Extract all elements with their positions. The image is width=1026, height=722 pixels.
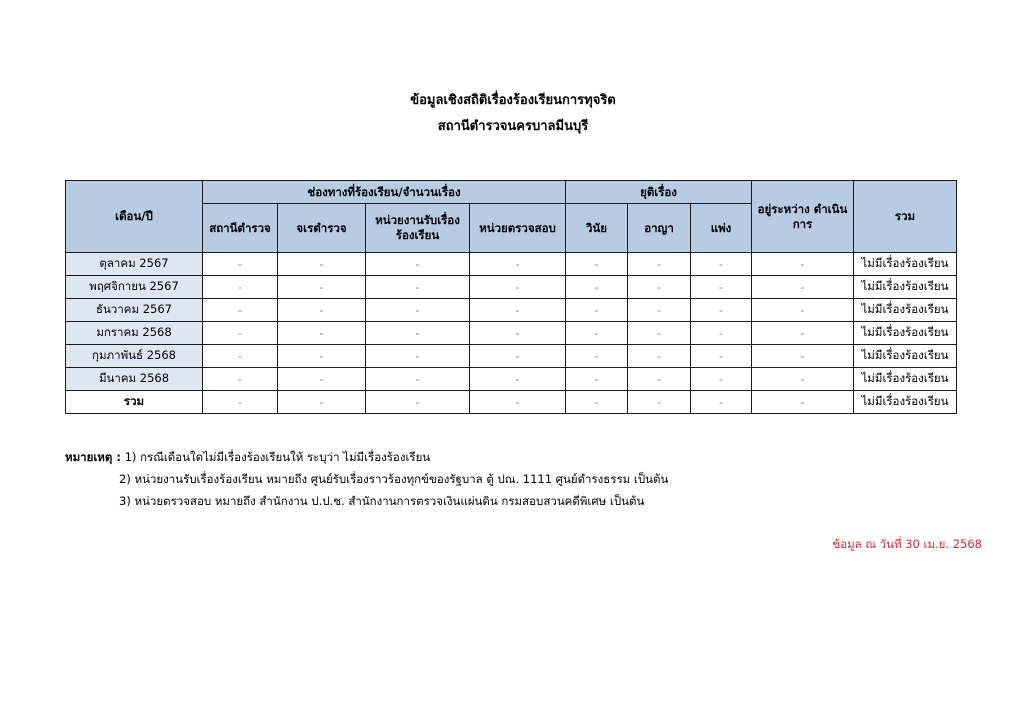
value-cell: -: [366, 368, 470, 391]
header-resolved-civil: แพ่ง: [691, 204, 752, 253]
total-value-cell: -: [278, 391, 366, 414]
value-cell: -: [278, 276, 366, 299]
value-cell: -: [566, 276, 628, 299]
header-channel-audit-unit: หน่วยตรวจสอบ: [470, 204, 566, 253]
value-cell: -: [278, 368, 366, 391]
value-cell: -: [566, 368, 628, 391]
header-channel-complaint-agency: หน่วยงานรับเรื่อง ร้องเรียน: [366, 204, 470, 253]
table-row: [66, 253, 957, 276]
status-cell: ไม่มีเรื่องร้องเรียน: [854, 253, 957, 276]
value-cell: -: [278, 299, 366, 322]
month-cell: ธันวาคม 2567: [66, 299, 203, 322]
value-cell: -: [470, 299, 566, 322]
value-cell: -: [691, 368, 752, 391]
header-in-progress: อยู่ระหว่าง ดำเนินการ: [752, 181, 854, 253]
status-cell: ไม่มีเรื่องร้องเรียน: [854, 345, 957, 368]
table-row: [66, 276, 957, 299]
status-cell: ไม่มีเรื่องร้องเรียน: [854, 299, 957, 322]
total-value-cell: -: [203, 391, 278, 414]
value-cell: -: [752, 322, 854, 345]
status-cell: ไม่มีเรื่องร้องเรียน: [854, 368, 957, 391]
month-cell: กุมภาพันธ์ 2568: [66, 345, 203, 368]
total-label-cell: รวม: [66, 391, 203, 414]
value-cell: -: [691, 299, 752, 322]
value-cell: -: [628, 299, 691, 322]
total-value-cell: -: [628, 391, 691, 414]
value-cell: -: [203, 299, 278, 322]
header-total: รวม: [854, 181, 957, 253]
value-cell: -: [752, 368, 854, 391]
header-resolved-criminal: อาญา: [628, 204, 691, 253]
value-cell: -: [752, 276, 854, 299]
value-cell: -: [366, 299, 470, 322]
value-cell: -: [628, 368, 691, 391]
month-cell: มีนาคม 2568: [66, 368, 203, 391]
value-cell: -: [566, 322, 628, 345]
total-value-cell: -: [470, 391, 566, 414]
value-cell: -: [566, 345, 628, 368]
header-month: เดือน/ปี: [66, 181, 203, 253]
value-cell: -: [628, 322, 691, 345]
note-item: [65, 446, 668, 468]
table-row: [66, 368, 957, 391]
value-cell: -: [752, 299, 854, 322]
table-row: [66, 322, 957, 345]
value-cell: -: [470, 368, 566, 391]
value-cell: -: [470, 276, 566, 299]
total-row: [66, 391, 957, 414]
note-item: [65, 468, 668, 490]
document-title: ข้อมูลเชิงสถิติเรื่องร้องเรียนการทุจริต: [410, 93, 616, 108]
value-cell: -: [203, 368, 278, 391]
header-channel-inspector: จเรตำรวจ: [278, 204, 366, 253]
total-status-cell: ไม่มีเรื่องร้องเรียน: [854, 391, 957, 414]
note-text: 3) หน่วยตรวจสอบ หมายถึง สำนักงาน ป.ป.ช. สำนักงานการตรวจเงินแผ่นดิน กรมสอบสวนคดีพิเศษ เป็นต้น: [119, 494, 645, 508]
notes-section: [65, 446, 668, 512]
value-cell: -: [203, 253, 278, 276]
month-cell: มกราคม 2568: [66, 322, 203, 345]
total-value-cell: -: [366, 391, 470, 414]
value-cell: -: [628, 276, 691, 299]
total-value-cell: -: [752, 391, 854, 414]
note-item: [65, 490, 668, 512]
value-cell: -: [628, 345, 691, 368]
value-cell: -: [566, 253, 628, 276]
total-value-cell: -: [566, 391, 628, 414]
month-cell: พฤศจิกายน 2567: [66, 276, 203, 299]
value-cell: -: [203, 276, 278, 299]
value-cell: -: [366, 253, 470, 276]
value-cell: -: [203, 322, 278, 345]
value-cell: -: [470, 322, 566, 345]
total-value-cell: -: [691, 391, 752, 414]
value-cell: -: [366, 276, 470, 299]
value-cell: -: [366, 322, 470, 345]
header-row-top: [66, 181, 957, 204]
value-cell: -: [566, 299, 628, 322]
document-header: [0, 88, 1026, 140]
data-as-of-date: ข้อมูล ณ วันที่ 30 เม.ย. 2568: [832, 537, 982, 551]
month-cell: ตุลาคม 2567: [66, 253, 203, 276]
value-cell: -: [203, 345, 278, 368]
value-cell: -: [278, 345, 366, 368]
value-cell: -: [470, 253, 566, 276]
status-cell: ไม่มีเรื่องร้องเรียน: [854, 276, 957, 299]
complaint-statistics-table: [65, 180, 957, 414]
header-resolved-discipline: วินัย: [566, 204, 628, 253]
note-text: 1) กรณีเดือนใดไม่มีเรื่องร้องเรียนให้ ระบุว่า ไม่มีเรื่องร้องเรียน: [124, 450, 431, 464]
value-cell: -: [278, 322, 366, 345]
value-cell: -: [470, 345, 566, 368]
notes-label: หมายเหตุ :: [65, 450, 121, 464]
value-cell: -: [752, 253, 854, 276]
value-cell: -: [366, 345, 470, 368]
value-cell: -: [691, 253, 752, 276]
table-row: [66, 299, 957, 322]
value-cell: -: [691, 322, 752, 345]
status-cell: ไม่มีเรื่องร้องเรียน: [854, 322, 957, 345]
header-channel-police-station: สถานีตำรวจ: [203, 204, 278, 253]
value-cell: -: [628, 253, 691, 276]
document-subtitle: สถานีตำรวจนครบาลมีนบุรี: [437, 119, 589, 134]
table-row: [66, 345, 957, 368]
table-body: [66, 253, 957, 414]
value-cell: -: [691, 276, 752, 299]
note-text: 2) หน่วยงานรับเรื่องร้องเรียน หมายถึง ศูนย์รับเรื่องราวร้องทุกข์ของรัฐบาล ตู้ ปณ. 1111 ศูนย์ดำรงธรรม เป็นต้น: [119, 472, 669, 486]
value-cell: -: [752, 345, 854, 368]
value-cell: -: [691, 345, 752, 368]
value-cell: -: [278, 253, 366, 276]
header-resolved-group: ยุติเรื่อง: [566, 181, 752, 204]
header-channel-group: ช่องทางที่ร้องเรียน/จำนวนเรื่อง: [203, 181, 566, 204]
